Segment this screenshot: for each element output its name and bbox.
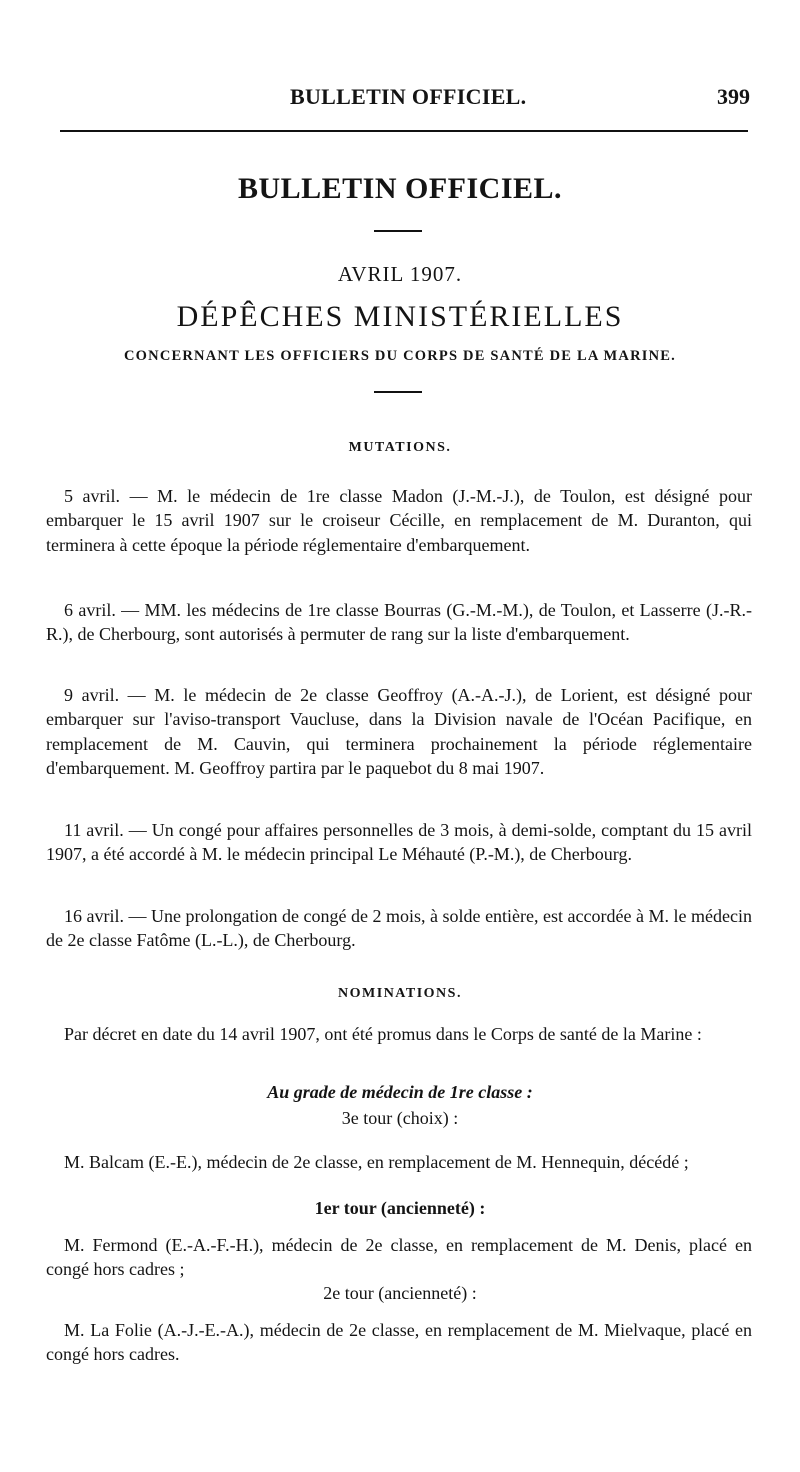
paragraph-mutation-5-avril: 5 avril. — M. le médecin de 1re classe Madon (J.-M.-J.), de Toulon, est désigné pour embarquer le 15 avril 1907 sur le croiseur Cécille, en remplacement de M. Duranton, qui terminera à cette époque la période réglementaire d'embarquement.	[46, 486, 752, 555]
tour-heading-anciennete-2: 2e tour (ancienneté) :	[323, 1283, 477, 1303]
subtitle-divider	[374, 391, 422, 393]
paragraph-mutation-11-avril: 11 avril. — Un congé pour affaires personnelles de 3 mois, à demi-solde, comptant du 15 avril 1907, a été accordé à M. le médecin principal Le Méhauté (P.-M.), de Cherbourg.	[46, 820, 752, 865]
paragraph-nominations-intro: Par décret en date du 14 avril 1907, ont été promus dans le Corps de santé de la Marine :	[64, 1024, 702, 1044]
title-divider	[374, 230, 422, 232]
department-title: DÉPÊCHES MINISTÉRIELLES	[176, 300, 624, 333]
subtitle: CONCERNANT LES OFFICIERS DU CORPS DE SANTÉ DE LA MARINE.	[124, 348, 676, 364]
section-heading-mutations: MUTATIONS.	[348, 440, 452, 455]
page-number: 399	[717, 84, 750, 109]
paragraph-nomination-balcam: M. Balcam (E.-E.), médecin de 2e classe, en remplacement de M. Hennequin, décédé ;	[64, 1152, 689, 1172]
paragraph-nomination-fermond: M. Fermond (E.-A.-F.-H.), médecin de 2e classe, en remplacement de M. Denis, placé en congé hors cadres ;	[46, 1235, 752, 1280]
tour-heading-choix: 3e tour (choix) :	[341, 1108, 459, 1128]
section-heading-nominations: NOMINATIONS.	[338, 986, 462, 1001]
date-heading: AVRIL 1907.	[337, 262, 463, 286]
running-head	[60, 84, 750, 114]
page-title: BULLETIN OFFICIEL.	[237, 172, 563, 205]
running-head-title: BULLETIN OFFICIEL.	[290, 84, 527, 109]
tour-heading-anciennete-1: 1er tour (ancienneté) :	[314, 1198, 486, 1218]
paragraph-mutation-9-avril: 9 avril. — M. le médecin de 2e classe Geoffroy (A.-A.-J.), de Lorient, est désigné pour embarquer sur l'aviso-transport Vaucluse, dans la Division navale de l'Océan Pacifique, en remplacement de M. Cauvin, qui terminera prochainement la période réglementaire d'embarquement. M. Geoffroy partira par le paquebot du 8 mai 1907.	[46, 685, 752, 779]
paragraph-mutation-16-avril: 16 avril. — Une prolongation de congé de 2 mois, à solde entière, est accordée à M. le médecin de 2e classe Fatôme (L.-L.), de Cherbourg.	[46, 906, 752, 951]
grade-heading: Au grade de médecin de 1re classe :	[267, 1082, 533, 1102]
paragraph-nomination-la-folie: M. La Folie (A.-J.-E.-A.), médecin de 2e classe, en remplacement de M. Mielvaque, placé en congé hors cadres.	[46, 1320, 752, 1365]
paragraph-mutation-6-avril: 6 avril. — MM. les médecins de 1re classe Bourras (G.-M.-M.), de Toulon, et Lasserre (J.-R.-R.), de Cherbourg, sont autorisés à permuter de rang sur la liste d'embarquement.	[46, 600, 752, 645]
header-rule	[60, 130, 748, 132]
